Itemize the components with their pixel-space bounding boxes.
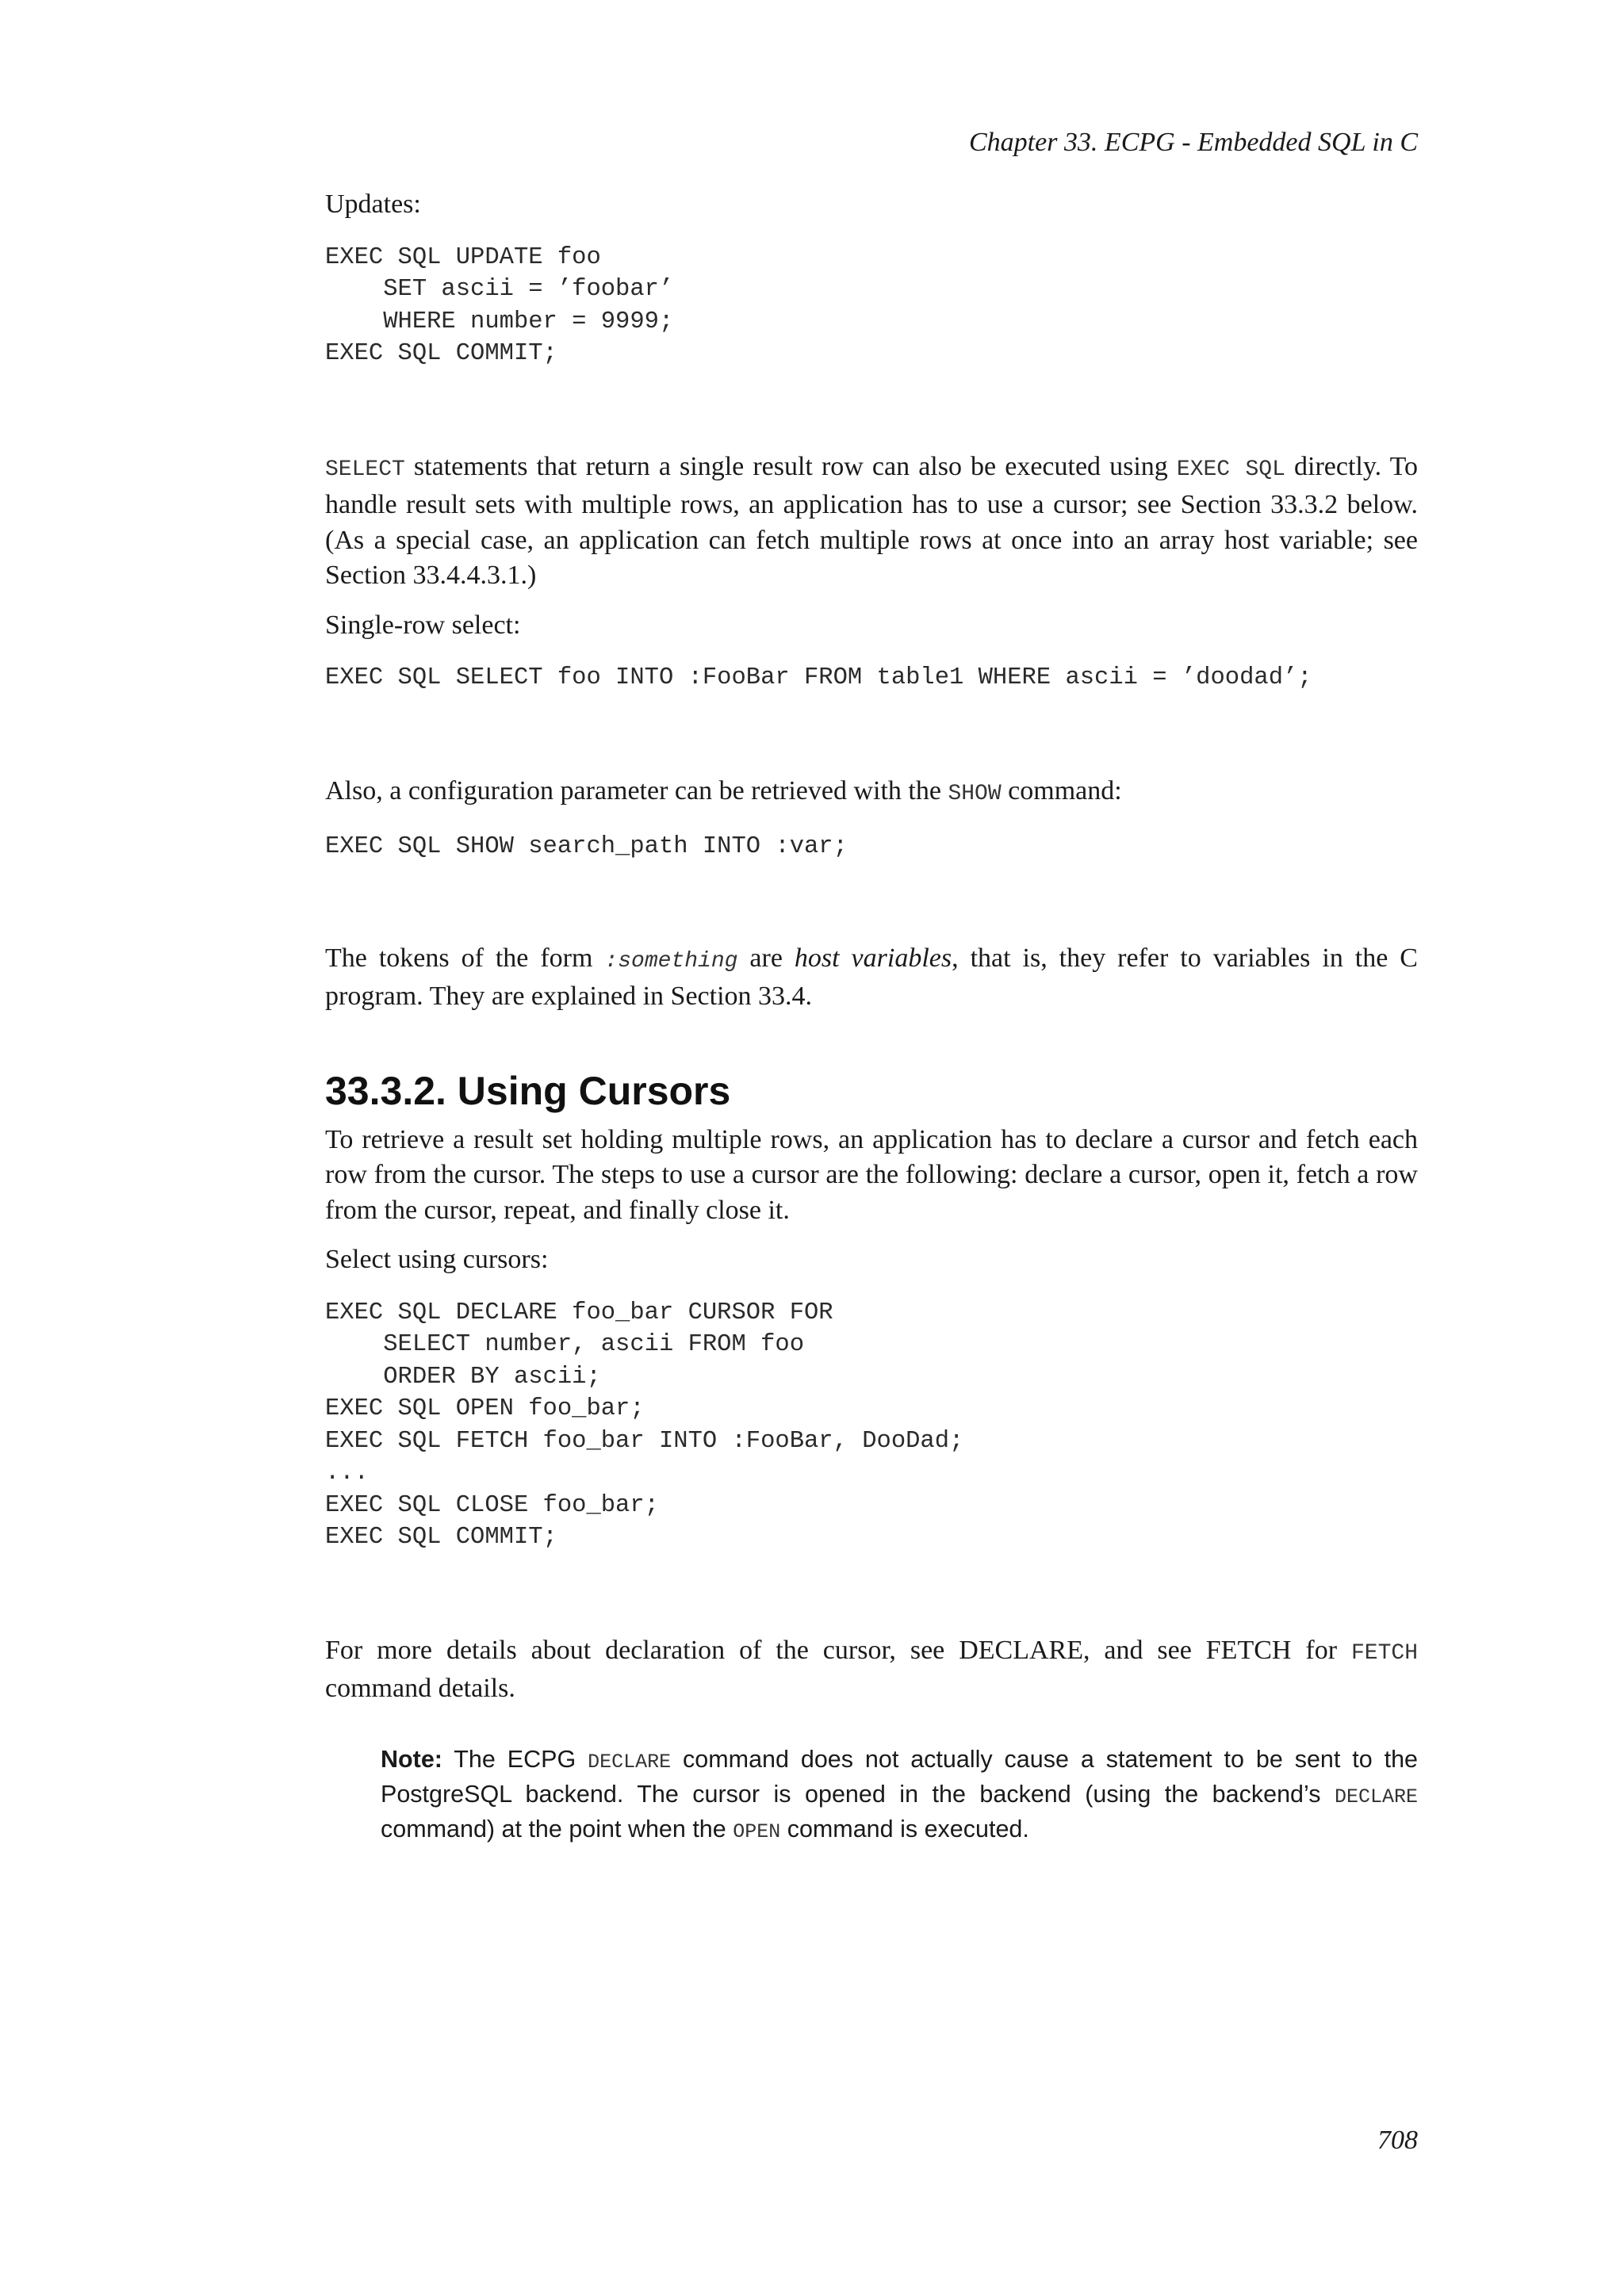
- fetch-keyword: FETCH: [1350, 1640, 1418, 1666]
- cursors-intro-paragraph: To retrieve a result set holding multiple rows, an application has to declare a cursor and fetch each row from the cursor. The steps to use a cursor are the following: declare a cursor, open it, fetch a row from the cursor, repeat, and finally close it.: [325, 1124, 1418, 1225]
- note-block: [381, 1743, 1418, 1848]
- single-row-label: Single-row select:: [325, 610, 521, 640]
- note-text-4: command is executed.: [780, 1815, 1029, 1843]
- tokens-paragraph: [325, 941, 1418, 1015]
- select-cursors-label: Select using cursors:: [325, 1245, 549, 1274]
- declare-keyword-1: DECLARE: [588, 1750, 672, 1774]
- single-row-code-block: EXEC SQL SELECT foo INTO :FooBar FROM table1 WHERE ascii = ’doodad’;: [325, 664, 1312, 691]
- show-paragraph: [325, 774, 1418, 813]
- section-heading: 33.3.2. Using Cursors: [325, 1068, 731, 1113]
- cursors-code-block: EXEC SQL DECLARE foo_bar CURSOR FOR SELECT number, ascii FROM foo ORDER BY ascii; EXEC SQL OPEN foo_bar; EXEC SQL FETCH foo_bar INTO :FooBar, DooDad; ... EXEC SQL CLOSE foo_bar; EXEC SQL COMMIT;: [325, 1299, 964, 1551]
- updates-code-block: EXEC SQL UPDATE foo SET ascii = ’foobar’ WHERE number = 9999; EXEC SQL COMMIT;: [325, 243, 674, 367]
- note-label: Note:: [381, 1745, 442, 1773]
- note-text-2: command does not actually cause a statement to be sent to the PostgreSQL backend. The cursor is opened in the backend (using the backend’s: [381, 1745, 1418, 1808]
- note-text-3: command) at the point when the: [381, 1815, 733, 1843]
- open-keyword: OPEN: [733, 1820, 781, 1843]
- updates-label: Updates:: [325, 189, 421, 219]
- tokens-paragraph-text-1: The tokens of the form: [325, 943, 605, 973]
- exec-sql-keyword: EXEC SQL: [1176, 457, 1285, 482]
- page-content: [325, 187, 1418, 1848]
- running-header: Chapter 33. ECPG - Embedded SQL in C: [968, 128, 1418, 157]
- select-paragraph: [325, 450, 1418, 594]
- show-keyword: SHOW: [948, 781, 1002, 806]
- show-code-block: EXEC SQL SHOW search_path INTO :var;: [325, 833, 848, 860]
- show-paragraph-text-1: Also, a configuration parameter can be retrieved with the: [325, 775, 948, 806]
- host-variables-term: host variables: [794, 943, 952, 973]
- details-paragraph-text-2: command details.: [325, 1674, 515, 1703]
- details-paragraph: [325, 1633, 1418, 1707]
- page-number: 708: [1377, 2126, 1418, 2155]
- select-paragraph-text-2: directly. To handle result sets with multiple rows, an application has to use a cursor; see Section 33.3.2 below. (As a special case, an application can fetch multiple rows at once into an array host variable; see Section 33.4.4.3.1.): [325, 451, 1418, 590]
- note-text-1: The ECPG: [442, 1745, 588, 1773]
- select-paragraph-text-1: statements that return a single result row can also be executed using: [404, 451, 1177, 481]
- something-token: :something: [604, 948, 738, 974]
- show-paragraph-text-2: command:: [1001, 775, 1122, 806]
- tokens-paragraph-text-3: , that is, they refer to variables in the C program. They are explained in Section 33.4.: [325, 943, 1418, 1011]
- select-keyword: SELECT: [325, 457, 405, 482]
- tokens-paragraph-text-2: are: [737, 943, 795, 973]
- details-paragraph-text-1: For more details about declaration of the cursor, see DECLARE, and see FETCH for: [325, 1635, 1351, 1665]
- declare-keyword-2: DECLARE: [1334, 1785, 1418, 1808]
